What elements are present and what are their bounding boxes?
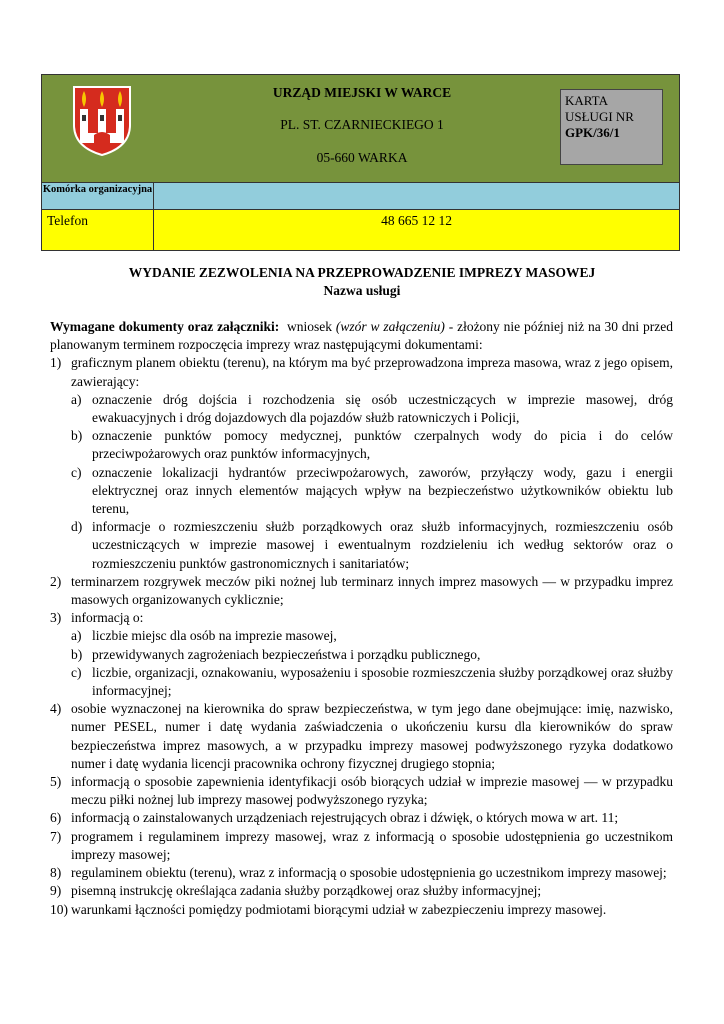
- phone-value: 48 665 12 12: [381, 213, 452, 228]
- organizational-unit-value: [154, 183, 679, 209]
- service-card-number-box: [560, 89, 663, 165]
- document-item-text: informacją o sposobie zapewnienia identyfikacji osób biorących udział w imprezie masowej — w przypadku meczu piłki nożnej lub imprezy masowej podwyższonego ryzyka;: [71, 774, 673, 808]
- document-item-number: 3): [50, 610, 62, 626]
- document-subitem-text: informacje o rozmieszczeniu służb porządkowych oraz służb informacyjnych, rozmieszczeniu osób uczestniczących w imprezie masowej i ewentualnym rozdzieleniu ich według sektorów oraz o rozmieszczeniu punktów gastronomicznych i sanitariatów;: [92, 519, 673, 571]
- phone-label: Telefon: [42, 210, 154, 250]
- document-subitem-number: a): [71, 391, 82, 407]
- document-item: [50, 901, 673, 919]
- office-name: URZĄD MIEJSKI W WARCE: [272, 85, 452, 100]
- intro-italic: (wzór w załączeniu): [335, 319, 445, 334]
- documents-intro: [50, 318, 673, 354]
- warka-coat-of-arms-icon: [72, 85, 132, 157]
- document-item-text: regulaminem obiektu (terenu), wraz z informacją o sposobie udostępnienia go uczestnikom imprezy masowej;: [71, 865, 667, 881]
- document-item-number: 6): [50, 810, 62, 826]
- document-subitem: [71, 627, 673, 645]
- document-item: [50, 809, 673, 827]
- document-item-number: 2): [50, 573, 62, 589]
- document-item-number: 4): [50, 701, 62, 717]
- document-item: [50, 609, 673, 627]
- document-item: [50, 828, 673, 864]
- document-subitem: [71, 664, 673, 700]
- service-subtitle: Nazwa usługi: [323, 283, 401, 298]
- document-item-text: informacją o zainstalowanych urządzeniach rejestrujących obraz i dźwięk, o których mowa w art. 11;: [71, 810, 619, 826]
- document-subitem-text: oznaczenie punktów pomocy medycznej, punktów czerpalnych wody do picia i do celów przeciwpożarowych oraz punktów informacyjnych,: [92, 428, 673, 462]
- document-item-number: 1): [50, 355, 62, 371]
- header-table: [41, 74, 680, 251]
- document-subitem: [71, 646, 673, 664]
- document-item-text: terminarzem rozgrywek meczów piki nożnej lub terminarz innych imprez masowych — w przypadku imprez masowych organizowanych cyklicznie;: [71, 573, 673, 608]
- document-item: [50, 700, 673, 773]
- documents-list: [50, 354, 673, 918]
- document-item-number: 10): [50, 901, 68, 917]
- card-number: GPK/36/1: [565, 125, 620, 140]
- document-item-text: graficznym planem obiektu (terenu), na którym ma być przeprowadzona impreza masowa, wraz z jego opisem, zawierający:: [71, 355, 673, 389]
- document-subitem-number: a): [71, 628, 82, 644]
- intro-part-a: wniosek: [287, 319, 333, 334]
- document-item: [50, 354, 673, 390]
- document-subitem-number: c): [71, 464, 82, 480]
- card-label-line1: KARTA: [565, 93, 608, 108]
- document-item: [50, 573, 673, 609]
- document-item-number: 8): [50, 865, 62, 881]
- organizational-unit-label: Komórka organizacyjna: [42, 183, 154, 209]
- document-subitem: [71, 391, 673, 427]
- document-subitem: [71, 464, 673, 519]
- required-documents-section: [50, 318, 673, 919]
- document-item: [50, 882, 673, 900]
- document-subitem-text: przewidywanych zagrożeniach bezpieczeństwa i porządku publicznego,: [92, 646, 481, 662]
- intro-part-b: - złożony nie później niż na 30 dni przed planowanym terminem rozpoczęcia imprezy wraz następującymi dokumentami:: [50, 319, 674, 353]
- document-subitem: [71, 518, 673, 573]
- document-subitem-number: d): [71, 519, 83, 535]
- document-subitem-text: oznaczenie lokalizacji hydrantów przeciwpożarowych, zaworów, przyłączy wody, gazu i energii elektrycznej oraz innych elementów mających wpływ na bezpieczeństwo użytkowników obiektu lub terenu,: [92, 464, 673, 517]
- office-address: PL. ST. CZARNIECKIEGO 1: [280, 117, 444, 132]
- document-item-text: programem i regulaminem imprezy masowej, wraz z informacją o sposobie udostępnienia go uczestnikom imprezy masowej;: [71, 828, 673, 862]
- document-item: [50, 864, 673, 882]
- service-title: WYDANIE ZEZWOLENIA NA PRZEPROWADZENIE IMPREZY MASOWEJ: [128, 265, 596, 280]
- office-postal-code: 05-660 WARKA: [316, 150, 408, 165]
- document-subitem-number: b): [71, 646, 83, 662]
- document-item-number: 5): [50, 774, 62, 790]
- header-top: [42, 75, 679, 183]
- document-item-number: 9): [50, 883, 62, 899]
- document-item: [50, 773, 673, 809]
- document-subitem-number: c): [71, 664, 82, 680]
- document-item-text: warunkami łączności pomiędzy podmiotami biorącymi udział w zabezpieczeniu imprezy masowej.: [71, 901, 607, 917]
- document-subitem: [71, 427, 673, 463]
- document-item-number: 7): [50, 828, 62, 844]
- document-subitem-number: b): [71, 428, 83, 444]
- document-item-text: osobie wyznaczonej na kierownika do spraw bezpieczeństwa, w tym jego dane obejmujące: imię, nazwisko, numer PESEL, numer i datę wydania zaświadczenia o ukończeniu kursu dla kierowników do spraw bezpieczeństwa imprez masowych, a w przypadku imprezy masowej podwyższonego ryzyka dodatkowo numer i datę wydania licencji pracownika ochrony fizycznej drugiego stopnia;: [71, 701, 673, 771]
- phone-row: [42, 210, 679, 250]
- organizational-unit-row: [42, 183, 679, 210]
- document-subitem-text: oznaczenie dróg dojścia i rozchodzenia się osób uczestniczących w imprezie masowej, dróg ewakuacyjnych i dróg dojazdowych dla pojazdów służb ratowniczych i Policji,: [92, 391, 673, 426]
- documents-label: Wymagane dokumenty oraz załączniki:: [50, 319, 280, 334]
- document-subitem-text: liczbie miejsc dla osób na imprezie masowej,: [92, 628, 337, 644]
- card-label-line2: USŁUGI NR: [565, 109, 634, 124]
- document-subitem-text: liczbie, organizacji, oznakowaniu, wyposażeniu i sposobie rozmieszczenia służby porządkowej oraz służby informacyjnej;: [92, 664, 673, 699]
- document-item-text: informacją o:: [71, 610, 144, 626]
- document-item-text: pisemną instrukcję określająca zadania służby porządkowej oraz służby informacyjnej;: [71, 883, 542, 899]
